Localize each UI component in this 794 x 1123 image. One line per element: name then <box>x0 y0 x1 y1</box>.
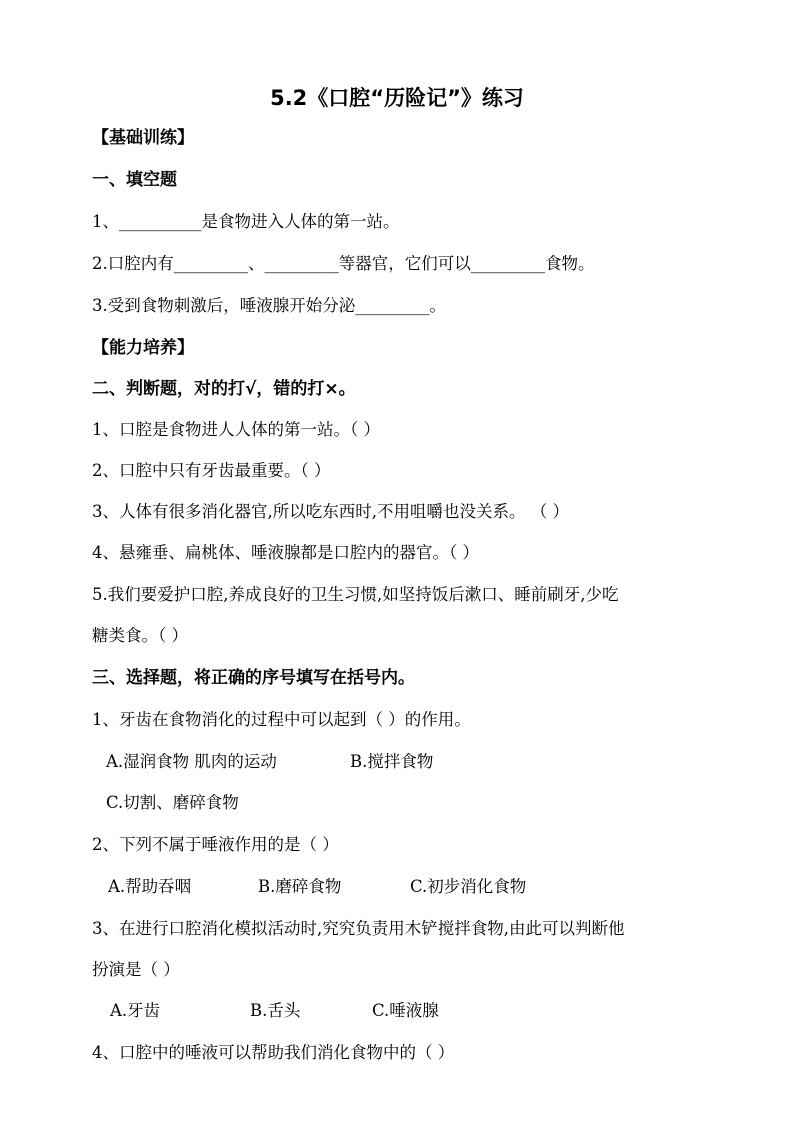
section-ability: 【能力培养】 <box>92 338 194 358</box>
choice-question-3-stem-line1: 3、在进行口腔消化模拟活动时,究究负责用木铲搅拌食物,由此可以判断他 <box>92 919 625 938</box>
choice-question-3-option-c: C.唾液腺 <box>372 1001 439 1020</box>
judge-question-4: 4、悬雍垂、扁桃体、唾液腺都是口腔内的器官。（ ） <box>92 543 479 562</box>
judge-question-2: 2、口腔中只有牙齿最重要。（ ） <box>92 461 331 480</box>
page-title: 5.2《口腔“历险记”》练习 <box>270 86 524 110</box>
part1-heading: 一、填空题 <box>92 170 177 190</box>
judge-question-3: 3、人体有很多消化器官,所以吃东西时,不用咀嚼也没关系。 （ ） <box>92 502 569 521</box>
fill-question-1: 1、__________是食物进入人体的第一站。 <box>92 212 400 231</box>
choice-question-1-option-a: A.湿润食物 肌肉的运动 <box>106 752 277 771</box>
choice-question-4-stem: 4、口腔中的唾液可以帮助我们消化食物中的（ ） <box>92 1043 455 1062</box>
judge-question-5-line1: 5.我们要爱护口腔,养成良好的卫生习惯,如坚持饭后漱口、睡前刷牙,少吃 <box>92 585 619 604</box>
fill-question-3: 3.受到食物刺激后，唾液腺开始分泌_________。 <box>92 296 446 315</box>
choice-question-1-stem: 1、牙齿在食物消化的过程中可以起到（ ）的作用。 <box>92 710 471 729</box>
part3-heading: 三、选择题，将正确的序号填写在括号内。 <box>92 668 415 688</box>
choice-question-2-option-a: A.帮助吞咽 <box>108 877 192 896</box>
choice-question-3-option-a: A.牙齿 <box>110 1001 161 1020</box>
fill-question-2: 2.口腔内有_________、_________等器官，它们可以_________食物。 <box>92 254 595 273</box>
choice-question-2-stem: 2、下列不属于唾液作用的是（ ） <box>92 835 339 854</box>
choice-question-2-option-b: B.磨碎食物 <box>258 877 342 896</box>
part2-heading: 二、判断题，对的打√，错的打×。 <box>92 379 356 399</box>
section-basic-training: 【基础训练】 <box>92 128 194 148</box>
choice-question-3-option-b: B.舌头 <box>250 1001 301 1020</box>
choice-question-2-option-c: C.初步消化食物 <box>410 877 527 896</box>
choice-question-1-option-c: C.切割、磨碎食物 <box>106 793 239 812</box>
judge-question-5-line2: 糖类食。（ ） <box>92 626 188 645</box>
choice-question-3-stem-line2: 扮演是（ ） <box>92 960 180 979</box>
judge-question-1: 1、口腔是食物进人人体的第一站。（ ） <box>92 420 380 439</box>
choice-question-1-option-b: B.搅拌食物 <box>350 752 434 771</box>
